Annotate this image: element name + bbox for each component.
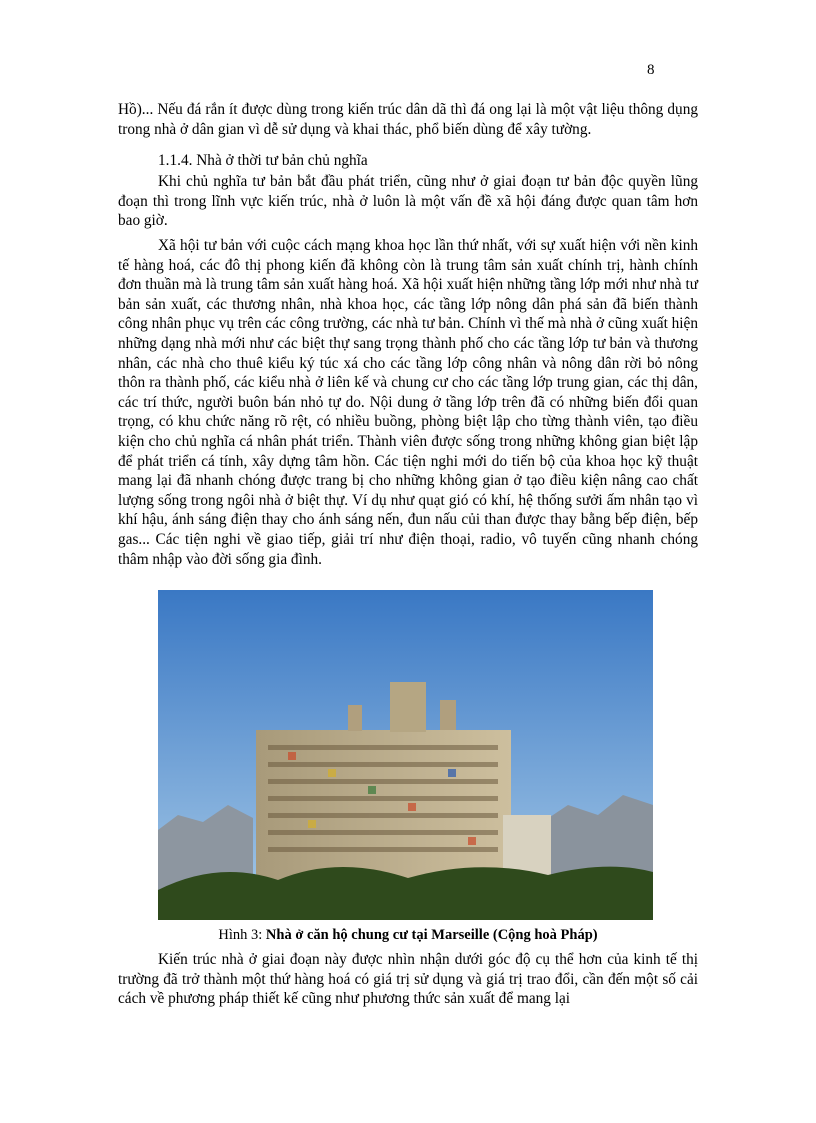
paragraph-closing: Kiến trúc nhà ở giai đoạn này được nhìn nhận dưới góc độ cụ thể hơn của kinh tế thị trường đã trở thành một thứ hàng hoá có giá trị sử dụng và giá trị trao đổi, cần đến một số cải cách về phương pháp thiết kế cũng như phương thức sản xuất để mang lại (118, 951, 698, 1008)
page-number: 8 (647, 62, 655, 78)
apartment-building-photo (158, 590, 653, 920)
figure-caption (118, 927, 698, 944)
caption-prefix: Hình 3: (218, 927, 266, 943)
rooftop-structure (390, 682, 426, 732)
section-heading: 1.1.4. Nhà ở thời tư bản chủ nghĩa (158, 152, 368, 169)
rooftop-tower (440, 700, 456, 730)
paragraph-intro: Khi chủ nghĩa tư bản bắt đầu phát triển, cũng như ở giai đoạn tư bản độc quyền lũng đoạn thì trong lĩnh vực kiến trúc, nhà ở luôn là một vấn đề xã hội đáng được quan tâm hơn bao giờ. (118, 173, 698, 230)
figure-marseille-photo (158, 590, 653, 920)
caption-title: Nhà ở căn hộ chung cư tại Marseille (Cộng hoà Pháp) (265, 927, 598, 943)
paragraph-main: Xã hội tư bản với cuộc cách mạng khoa học lần thứ nhất, với sự xuất hiện với nền kinh tế hàng hoá, các đô thị phong kiến đã không còn là trung tâm sản xuất chính trị, hành chính đơn thuần mà là trung tâm sản xuất hàng hoá. Xã hội xuất hiện những tầng lớp mới như nhà tư bản sản xuất, các thương nhân, nhà khoa học, các tầng lớp nông dân phá sản đã biến thành công nhân phục vụ trên các công trường, các nhà tư bản. Chính vì thế mà nhà ở cũng xuất hiện những dạng nhà mới như các biệt thự sang trọng thành phố cho các tầng lớp tư bản và thương nhân, các nhà cho thuê kiểu ký túc xá cho các tầng lớp công nhân và nông dân rời bỏ nông thôn ra thành phố, các kiểu nhà ở liên kế và chung cư cho các tầng lớp trung gian, các thị dân, các trí thức, người buôn bán nhỏ tự do. Nội dung ở tầng lớp trên đã có những biến đổi quan trọng, có khu chức năng rõ rệt, có nhiều buồng, phòng biệt lập cho từng thành viên, tạo điều kiện cho chủ nghĩa cá nhân phát triển. Thành viên được sống trong những không gian biệt lập để phát triển cá tính, xây dựng tâm hồn. Các tiện nghi mới do tiến bộ của khoa học kỹ thuật mang lại đã nhanh chóng được trang bị cho những không gian ở tạo điều kiện nâng cao chất lượng sống trong ngôi nhà ở biệt thự. Ví dụ như quạt gió có khí, hệ thống sưởi ấm nhân tạo vì khí hậu, ánh sáng điện thay cho ánh sáng nến, đun nấu củi than được thay bằng bếp điện, bếp gas... Các tiện nghi về giao tiếp, giải trí như điện thoại, radio, vô tuyến cũng nhanh chóng thâm nhập vào đời sống gia đình. (118, 237, 698, 568)
rooftop-chimney (348, 705, 362, 731)
paragraph-continued: Hồ)... Nếu đá rắn ít được dùng trong kiến trúc dân dã thì đá ong lại là một vật liệu thông dụng trong nhà ở dân gian vì dễ sử dụng và khai thác, phổ biến dùng để xây tường. (118, 101, 698, 138)
